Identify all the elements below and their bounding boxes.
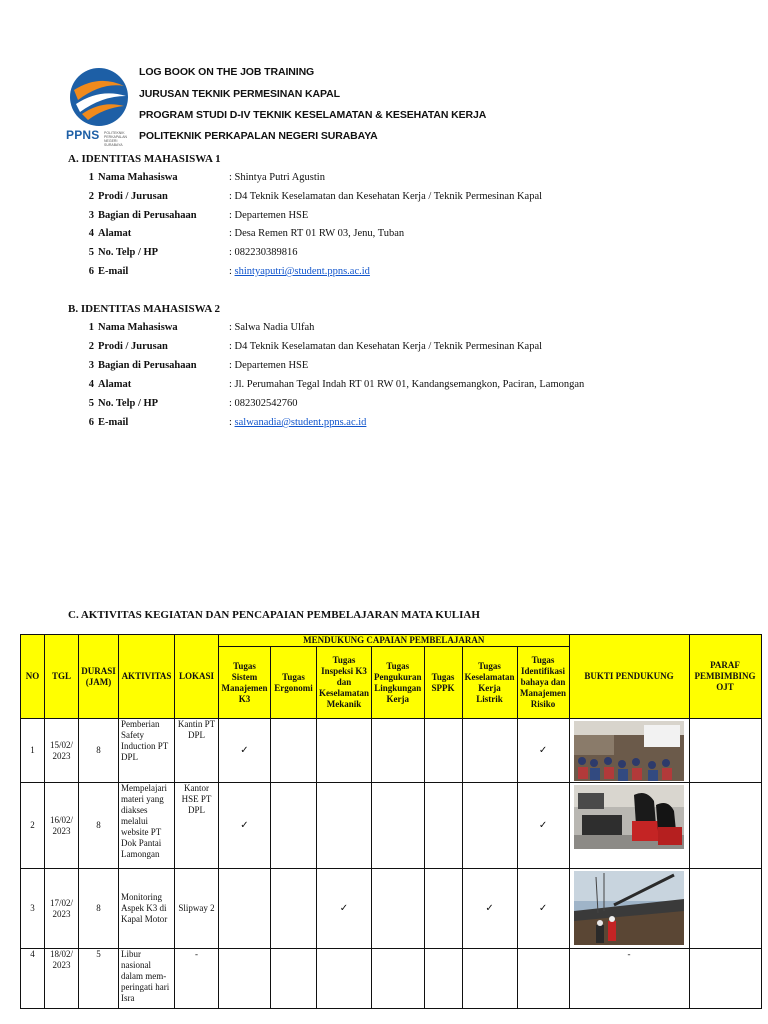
cell-check — [317, 949, 372, 1009]
row-value: : Departemen HSE — [229, 210, 309, 221]
header-no: NO — [21, 635, 45, 719]
cell-no: 4 — [21, 949, 45, 1009]
cell-check — [219, 949, 271, 1009]
row-label: Alamat — [98, 228, 132, 239]
cell-bukti: - — [569, 949, 689, 1009]
cell-durasi: 8 — [79, 869, 119, 949]
cell-check — [317, 783, 372, 869]
cell-check — [424, 949, 462, 1009]
header-line-1: LOG BOOK ON THE JOB TRAINING — [139, 66, 315, 78]
row-label: E-mail — [98, 417, 129, 428]
cell-paraf — [689, 719, 761, 783]
cell-bukti — [569, 719, 689, 783]
logo-text: PPNS — [66, 128, 100, 142]
row-value: : Shintya Putri Agustin — [229, 172, 325, 183]
cell-tgl: 16/02/ 2023 — [45, 783, 79, 869]
row-label: E-mail — [98, 266, 129, 277]
cell-lokasi: - — [175, 949, 219, 1009]
cell-aktivitas: Libur nasional dalam mem-peringati hari Isra — [119, 949, 175, 1009]
subheader-inspeksi: Tugas Inspeksi K3 dan Keselamatan Mekanik — [317, 647, 372, 719]
row-label: Alamat — [98, 379, 132, 390]
cell-durasi: 5 — [79, 949, 119, 1009]
row-value: : D4 Teknik Keselamatan dan Kesehatan Kerja / Teknik Permesinan Kapal — [229, 341, 543, 352]
cell-lokasi: Slipway 2 — [175, 869, 219, 949]
subheader-smk3: Tugas Sistem Manajemen K3 — [219, 647, 271, 719]
cell-lokasi: Kantin PT DPL — [175, 719, 219, 783]
header-bukti: BUKTI PENDUKUNG — [569, 635, 689, 719]
row-value: : Jl. Perumahan Tegal Indah RT 01 RW 01, Kandangsemangkon, Paciran, Lamongan — [229, 379, 585, 390]
header-line-4: POLITEKNIK PERKAPALAN NEGERI SURABAYA — [139, 130, 378, 142]
cell-check — [517, 869, 569, 949]
cell-check — [462, 783, 517, 869]
row-value: : 082230389816 — [229, 247, 298, 258]
ppns-emblem-icon — [68, 66, 130, 128]
header-tgl: TGL — [45, 635, 79, 719]
cell-paraf — [689, 783, 761, 869]
cell-durasi: 8 — [79, 719, 119, 783]
cell-check — [219, 783, 271, 869]
cell-check — [424, 719, 462, 783]
logo-subtext: POLITEKNIK PERKAPALAN NEGERI SURABAYA — [104, 131, 128, 147]
cell-tgl: 18/02/ 2023 — [45, 949, 79, 1009]
row-number: 6 — [88, 266, 94, 277]
cell-check — [271, 869, 317, 949]
header-line-3: PROGRAM STUDI D-IV TEKNIK KESELAMATAN & KESEHATAN KERJA — [139, 109, 487, 121]
row-label: Prodi / Jurusan — [98, 341, 168, 352]
table-row — [21, 783, 762, 869]
table-row — [21, 869, 762, 949]
table-row — [21, 719, 762, 783]
cell-no: 3 — [21, 869, 45, 949]
row-number: 5 — [88, 398, 94, 409]
cell-tgl: 15/02/ 2023 — [45, 719, 79, 783]
cell-check — [271, 783, 317, 869]
section-c-title: C. AKTIVITAS KEGIATAN DAN PENCAPAIAN PEMBELAJARAN MATA KULIAH — [68, 609, 480, 621]
cell-check — [517, 949, 569, 1009]
row-value: : Salwa Nadia Ulfah — [229, 322, 315, 333]
section-a-title: A. IDENTITAS MAHASISWA 1 — [68, 153, 221, 165]
cell-no: 2 — [21, 783, 45, 869]
check-mark-icon: ✓ — [538, 745, 548, 756]
row-number: 5 — [88, 247, 94, 258]
cell-check — [517, 719, 569, 783]
header-lokasi: LOKASI — [175, 635, 219, 719]
check-mark-icon: ✓ — [485, 903, 494, 914]
row-number: 6 — [88, 417, 94, 428]
cell-check — [271, 949, 317, 1009]
subheader-ergonomi: Tugas Ergonomi — [271, 647, 317, 719]
ppns-logo — [66, 62, 136, 148]
row-number: 4 — [88, 379, 94, 390]
row-number: 1 — [88, 172, 94, 183]
cell-durasi: 8 — [79, 783, 119, 869]
header-line-2: JURUSAN TEKNIK PERMESINAN KAPAL — [139, 88, 340, 100]
row-value: : Desa Remen RT 01 RW 03, Jenu, Tuban — [229, 228, 405, 239]
cell-bukti — [569, 783, 689, 869]
cell-check — [517, 783, 569, 869]
row-number: 2 — [88, 341, 94, 352]
header-durasi: DURASI (JAM) — [79, 635, 119, 719]
row-value — [229, 266, 370, 277]
cell-no: 1 — [21, 719, 45, 783]
row-number: 1 — [88, 322, 94, 333]
row-label: Nama Mahasiswa — [98, 172, 178, 183]
row-label: Prodi / Jurusan — [98, 191, 168, 202]
cell-check — [317, 869, 372, 949]
value-prefix: : — [229, 417, 235, 428]
cell-lokasi: Kantor HSE PT DPL — [175, 783, 219, 869]
subheader-risiko: Tugas Identifikasi bahaya dan Manajemen Risiko — [517, 647, 569, 719]
cell-check — [372, 869, 425, 949]
check-mark-icon: ✓ — [339, 903, 349, 914]
header-aktivitas: AKTIVITAS — [119, 635, 175, 719]
check-mark-icon: ✓ — [538, 820, 548, 831]
cell-check — [462, 869, 517, 949]
row-value: : D4 Teknik Keselamatan dan Kesehatan Kerja / Teknik Permesinan Kapal — [229, 191, 543, 202]
cell-check — [462, 719, 517, 783]
activity-table — [20, 634, 762, 1009]
table-row — [21, 949, 762, 1009]
photo-safety-induction — [574, 721, 684, 781]
cell-check — [372, 783, 425, 869]
cell-aktivitas: Mempelajari materi yang diakses melalui website PT Dok Pantai Lamongan — [119, 783, 175, 869]
cell-check — [372, 719, 425, 783]
cell-paraf — [689, 949, 761, 1009]
row-number: 4 — [88, 228, 94, 239]
photo-ship-monitoring — [574, 871, 684, 945]
value-prefix: : — [229, 266, 235, 277]
cell-check — [219, 869, 271, 949]
row-label: Nama Mahasiswa — [98, 322, 178, 333]
check-mark-icon: ✓ — [538, 903, 548, 914]
photo-website-study — [574, 785, 684, 849]
row-label: No. Telp / HP — [98, 247, 159, 258]
row-label: Bagian di Perusahaan — [98, 360, 197, 371]
subheader-listrik: Tugas Keselamatan Kerja Listrik — [462, 647, 517, 719]
row-value: : 082302542760 — [229, 398, 298, 409]
cell-paraf — [689, 869, 761, 949]
cell-check — [424, 783, 462, 869]
table-header-row — [21, 635, 762, 647]
check-mark-icon: ✓ — [240, 820, 249, 831]
cell-check — [424, 869, 462, 949]
cell-aktivitas: Monitoring Aspek K3 di Kapal Motor — [119, 869, 175, 949]
row-value — [229, 417, 366, 428]
header-group: MENDUKUNG CAPAIAN PEMBELAJARAN — [219, 635, 570, 647]
cell-tgl: 17/02/ 2023 — [45, 869, 79, 949]
row-value: : Departemen HSE — [229, 360, 309, 371]
row-number: 3 — [88, 360, 94, 371]
cell-aktivitas: Pemberian Safety Induction PT DPL — [119, 719, 175, 783]
row-label: No. Telp / HP — [98, 398, 159, 409]
cell-check — [462, 949, 517, 1009]
cell-check — [372, 949, 425, 1009]
email-link[interactable]: salwanadia@student.ppns.ac.id — [234, 417, 367, 428]
document-header — [66, 62, 486, 148]
check-mark-icon: ✓ — [240, 745, 249, 756]
header-paraf: PARAF PEMBIMBING OJT — [689, 635, 761, 719]
row-number: 3 — [88, 210, 94, 221]
cell-bukti — [569, 869, 689, 949]
email-link[interactable]: shintyaputri@student.ppns.ac.id — [234, 266, 370, 277]
row-label: Bagian di Perusahaan — [98, 210, 197, 221]
cell-check — [271, 719, 317, 783]
cell-check — [219, 719, 271, 783]
cell-check — [317, 719, 372, 783]
row-number: 2 — [88, 191, 94, 202]
subheader-pengukuran: Tugas Pengukuran Lingkungan Kerja — [372, 647, 425, 719]
subheader-sppk: Tugas SPPK — [424, 647, 462, 719]
section-b-title: B. IDENTITAS MAHASISWA 2 — [68, 303, 221, 315]
